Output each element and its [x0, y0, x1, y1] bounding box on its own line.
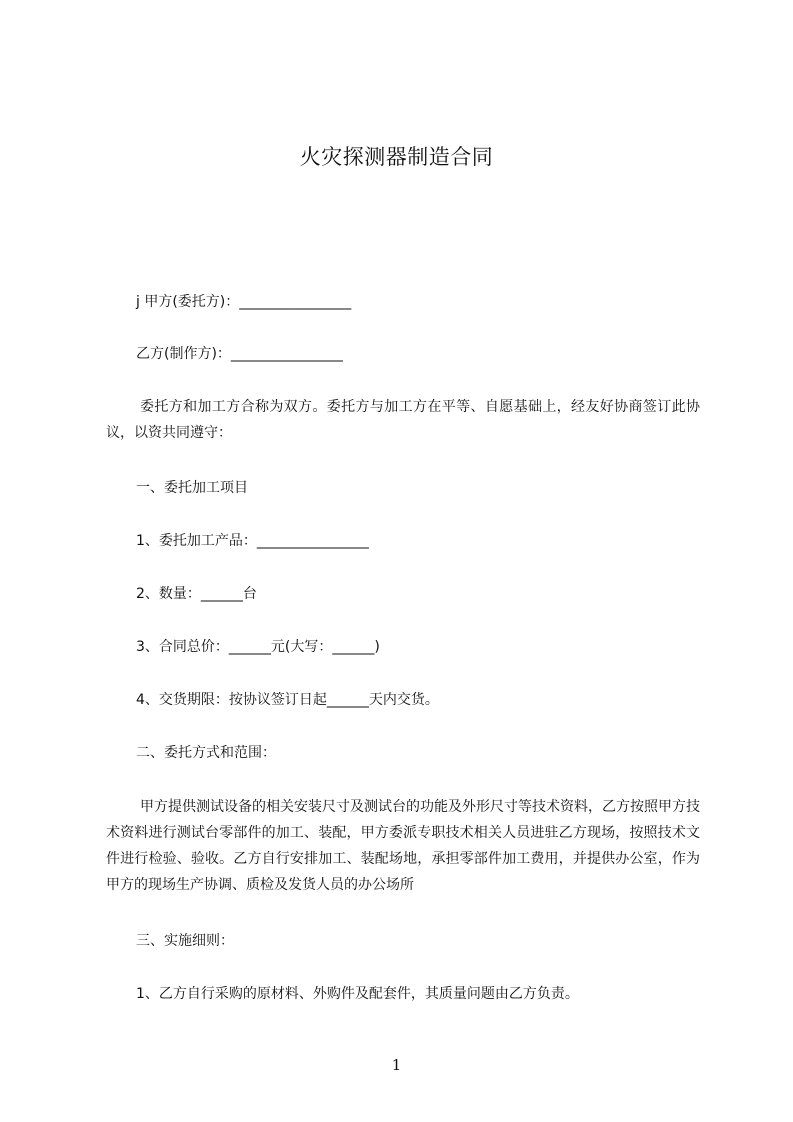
section1-item: 3、合同总价：______元(大写：______) — [136, 639, 380, 655]
section3-item: 1、乙方自行采购的原材料、外购件及配套件，其质量问题由乙方负责。 — [136, 986, 579, 1002]
document-title: 火灾探测器制造合同 — [299, 145, 494, 169]
intro-paragraph: 委托方和加工方合称为双方。委托方与加工方在平等、自愿基础上，经友好协商签订此协议，以资共同遵守： — [106, 399, 700, 441]
section2-heading: 二、委托方式和范围： — [136, 745, 276, 761]
section1-item: 2、数量：______台 — [136, 586, 257, 602]
party-b-line: 乙方(制作方)：________________ — [136, 346, 343, 362]
section1-item: 4、交货期限：按协议签订日起______天内交货。 — [136, 692, 439, 708]
section2-paragraph: 甲方提供测试设备的相关安装尺寸及测试台的功能及外形尺寸等技术资料，乙方按照甲方技术资料进行测试台零部件的加工、装配，甲方委派专职技术相关人员进驻乙方现场，按照技术文件进行检验、验收。乙方自行安排加工、装配场地，承担零部件加工费用，并提供办公室，作为甲方的现场生产协调、质检及发货人员的办公场所 — [106, 799, 700, 893]
page-number: 1 — [391, 1056, 402, 1074]
section1-heading: 一、委托加工项目 — [136, 480, 248, 496]
section3-heading: 三、实施细则： — [136, 933, 234, 949]
party-a-line: j 甲方(委托方)：________________ — [136, 294, 352, 310]
section1-item: 1、委托加工产品：________________ — [136, 533, 369, 549]
